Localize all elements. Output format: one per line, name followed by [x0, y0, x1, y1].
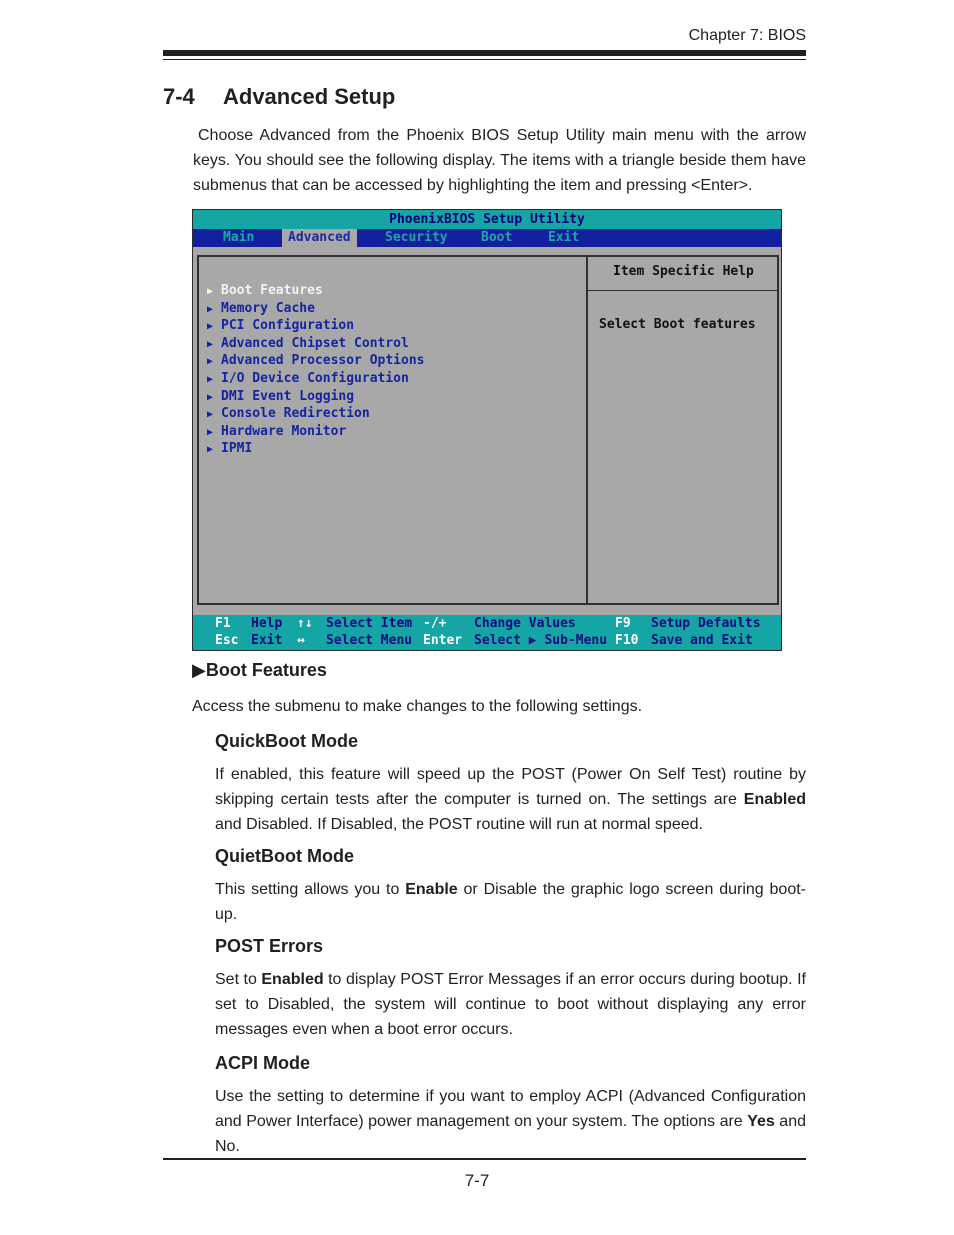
key-enter: Enter — [423, 633, 463, 648]
boot-features-description: Access the submenu to make changes to the following settings. — [192, 698, 643, 715]
bios-item-label: Hardware Monitor — [221, 423, 347, 439]
bios-item[interactable] — [207, 405, 425, 423]
bios-screen — [192, 209, 782, 651]
bios-help-divider — [587, 290, 779, 291]
setting-title: POST Errors — [215, 936, 324, 956]
submenu-triangle-icon: ▶ — [207, 321, 214, 333]
bios-menu-boot[interactable]: Boot — [481, 230, 513, 245]
bios-item[interactable] — [207, 335, 425, 353]
submenu-triangle-icon: ▶ — [207, 303, 214, 315]
setting-text: If enabled, this feature will speed up the POST (Power On Self Test) routine by skipping certain tests after the computer is turned on. The settings are — [215, 766, 806, 808]
setting-description — [215, 877, 806, 927]
key-f10: F10 — [615, 633, 639, 648]
key-esc-desc: Exit — [251, 633, 283, 648]
header-rule-thick — [163, 50, 806, 56]
bios-menu-security[interactable]: Security — [385, 230, 448, 245]
setting-default: Yes — [747, 1113, 775, 1130]
submenu-triangle-icon: ▶ — [207, 426, 214, 438]
key-f10-desc: Save and Exit — [651, 633, 753, 648]
key-plus-minus-desc: Change Values — [474, 616, 576, 631]
bios-item[interactable] — [207, 300, 425, 318]
key-plus-minus: -/+ — [423, 616, 447, 631]
setting-text: This setting allows you to — [215, 881, 406, 898]
footer-rule — [163, 1158, 806, 1160]
submenu-triangle-icon: ▶ — [207, 286, 214, 297]
leftright-arrows-icon: ↔ — [297, 633, 305, 648]
bios-help-panel — [587, 255, 779, 605]
setting-description — [215, 967, 806, 1042]
setting-text: Set to — [215, 971, 262, 988]
bios-item-label: Boot Features — [221, 283, 323, 298]
key-esc: Esc — [215, 633, 239, 648]
submenu-triangle-icon: ▶ — [207, 444, 214, 456]
setting-default: Enabled — [743, 791, 806, 808]
setting-title: QuietBoot Mode — [215, 846, 354, 866]
setting-text: and Disabled. If Disabled, the POST routine will run at normal speed. — [215, 816, 703, 833]
section-number: 7-4 — [163, 84, 195, 109]
page-number: 7-7 — [464, 1171, 490, 1190]
bios-item-label: Memory Cache — [221, 300, 315, 316]
key-enter-desc: Select ▶ Sub-Menu — [474, 633, 608, 648]
bios-item[interactable] — [207, 423, 425, 441]
bios-key-legend — [193, 615, 781, 650]
bios-menu-exit[interactable]: Exit — [548, 230, 580, 245]
submenu-triangle-icon: ▶ — [207, 409, 214, 421]
key-f1: F1 — [215, 616, 231, 631]
setting-text: Use the setting to determine if you want to employ ACPI (Advanced Configuration and Power Interface) power management on your system. The options are — [215, 1088, 806, 1130]
bios-item-list — [207, 282, 425, 458]
bios-item[interactable] — [207, 282, 425, 300]
key-f1-desc: Help — [251, 616, 283, 631]
setting-text: and No. — [215, 1113, 806, 1155]
bios-title-bar: PhoenixBIOS Setup Utility — [193, 210, 781, 229]
bios-item[interactable] — [207, 317, 425, 335]
bios-item-label: PCI Configuration — [221, 318, 355, 334]
setting-default: Enabled — [261, 971, 324, 988]
setting-default: Enable — [405, 881, 458, 898]
bios-menu-bar — [193, 229, 781, 247]
setting-description — [215, 762, 806, 837]
bios-item-label: Advanced Processor Options — [221, 353, 425, 369]
bios-item-label: I/O Device Configuration — [221, 370, 409, 386]
setting-text: or Disable the graphic logo screen during boot-up. — [215, 881, 806, 923]
setting-title: QuickBoot Mode — [215, 731, 358, 751]
bios-help-title: Item Specific Help — [613, 264, 754, 279]
bios-item[interactable] — [207, 370, 425, 388]
submenu-triangle-icon: ▶ — [207, 391, 214, 403]
bios-menu-main[interactable]: Main — [223, 230, 255, 245]
updown-arrows-icon: ↑↓ — [297, 616, 313, 631]
key-f9-desc: Setup Defaults — [651, 616, 761, 631]
header-rule-thin — [163, 59, 806, 60]
setting-title: ACPI Mode — [215, 1053, 311, 1073]
bios-item-label: Advanced Chipset Control — [221, 335, 409, 351]
setting-text: to display POST Error Messages if an error occurs during bootup. If set to Disabled, the system will continue to boot without displaying any error messages even when a boot error occurs. — [215, 971, 807, 1038]
key-leftright-desc: Select Menu — [326, 633, 413, 648]
chapter-header: Chapter 7: BIOS — [688, 27, 806, 44]
intro-paragraph: Choose Advanced from the Phoenix BIOS Setup Utility main menu with the arrow keys. You should see the following display. The items with a triangle beside them have submenus that can be accessed by highlighting the item and pressing <Enter>. — [193, 127, 806, 194]
submenu-triangle-icon: ▶ — [207, 338, 214, 350]
bios-item[interactable] — [207, 440, 425, 458]
bios-item-label: Console Redirection — [221, 406, 370, 422]
bios-item[interactable] — [207, 352, 425, 370]
key-f9: F9 — [615, 616, 631, 631]
submenu-triangle-icon: ▶ — [207, 356, 214, 368]
setting-description — [215, 1084, 806, 1159]
boot-features-heading: ▶Boot Features — [192, 660, 327, 680]
bios-menu-advanced[interactable]: Advanced — [282, 229, 357, 247]
bios-item-label: IPMI — [221, 441, 253, 457]
bios-item[interactable] — [207, 388, 425, 406]
section-title-text: Advanced Setup — [223, 84, 396, 109]
bios-help-text: Select Boot features — [599, 317, 756, 332]
key-updown-desc: Select Item — [326, 616, 413, 631]
submenu-triangle-icon: ▶ — [207, 373, 214, 385]
section-title — [163, 84, 395, 110]
bios-item-label: DMI Event Logging — [221, 388, 355, 404]
